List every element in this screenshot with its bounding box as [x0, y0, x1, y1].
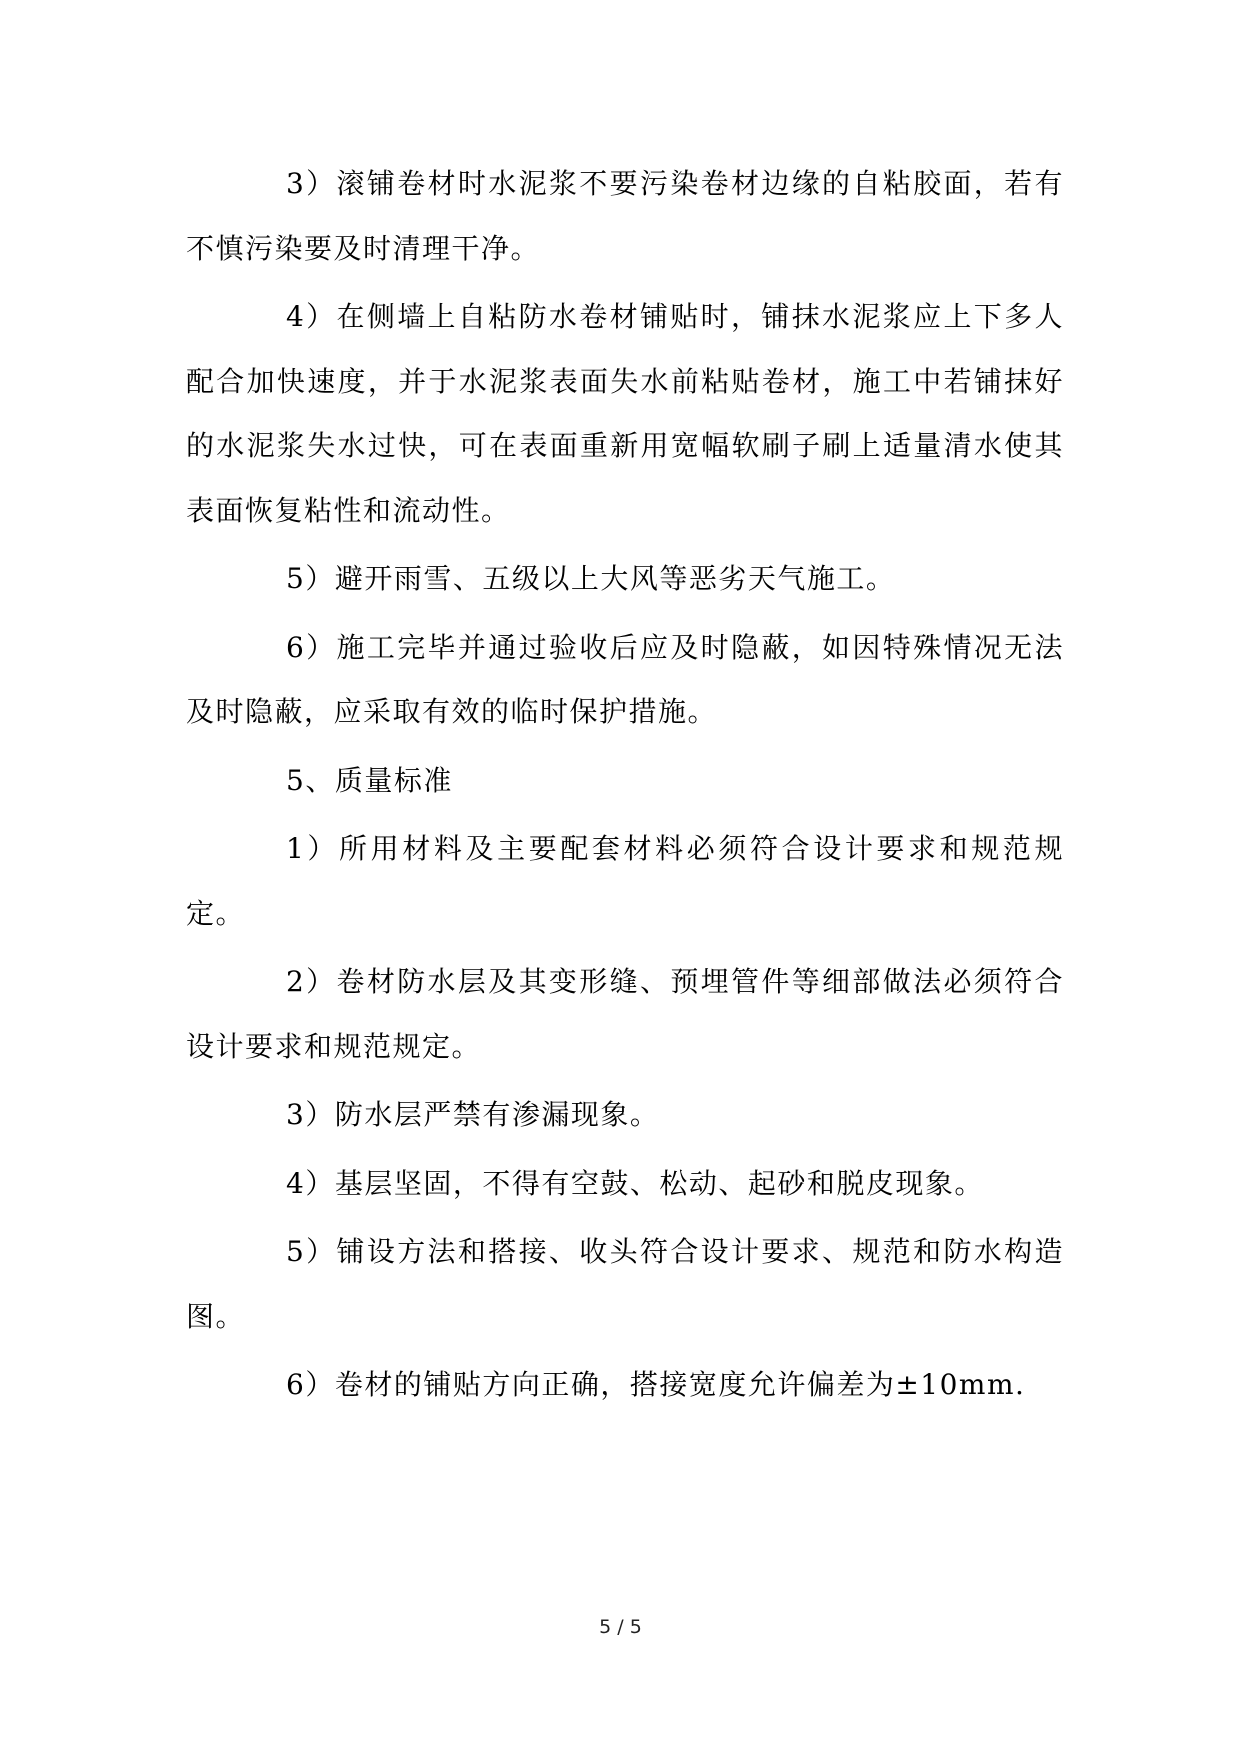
standard-item-6: 6）卷材的铺贴方向正确，搭接宽度允许偏差为±10mm. — [286, 1368, 1026, 1401]
document-body — [186, 152, 1064, 1422]
standard-item-5: 5）铺设方法和搭接、收头符合设计要求、规范和防水构造图。 — [186, 1235, 1064, 1333]
page-number: 5 / 5 — [599, 1616, 642, 1638]
standard-item-3: 3）防水层严禁有渗漏现象。 — [286, 1098, 660, 1131]
paragraph-item-6: 6）施工完毕并通过验收后应及时隐蔽，如因特殊情况无法及时隐蔽，应采取有效的临时保护措施。 — [186, 630, 1064, 728]
standard-item-1: 1）所用材料及主要配套材料必须符合设计要求和规范规定。 — [186, 832, 1064, 930]
standard-item-2: 2）卷材防水层及其变形缝、预埋管件等细部做法必须符合设计要求和规范规定。 — [186, 965, 1064, 1063]
paragraph-item-3: 3）滚铺卷材时水泥浆不要污染卷材边缘的自粘胶面，若有不慎污染要及时清理干净。 — [186, 167, 1064, 265]
paragraph-item-5: 5）避开雨雪、五级以上大风等恶劣天气施工。 — [286, 562, 896, 595]
section-heading-quality-standard: 5、质量标准 — [286, 763, 453, 797]
standard-item-4: 4）基层坚固，不得有空鼓、松动、起砂和脱皮现象。 — [286, 1166, 984, 1200]
paragraph-item-4: 4）在侧墙上自粘防水卷材铺贴时，铺抹水泥浆应上下多人配合加快速度，并于水泥浆表面失水前粘贴卷材，施工中若铺抹好的水泥浆失水过快，可在表面重新用宽幅软刷子刷上适量清水使其表面恢复粘性和流动性。 — [186, 300, 1064, 527]
